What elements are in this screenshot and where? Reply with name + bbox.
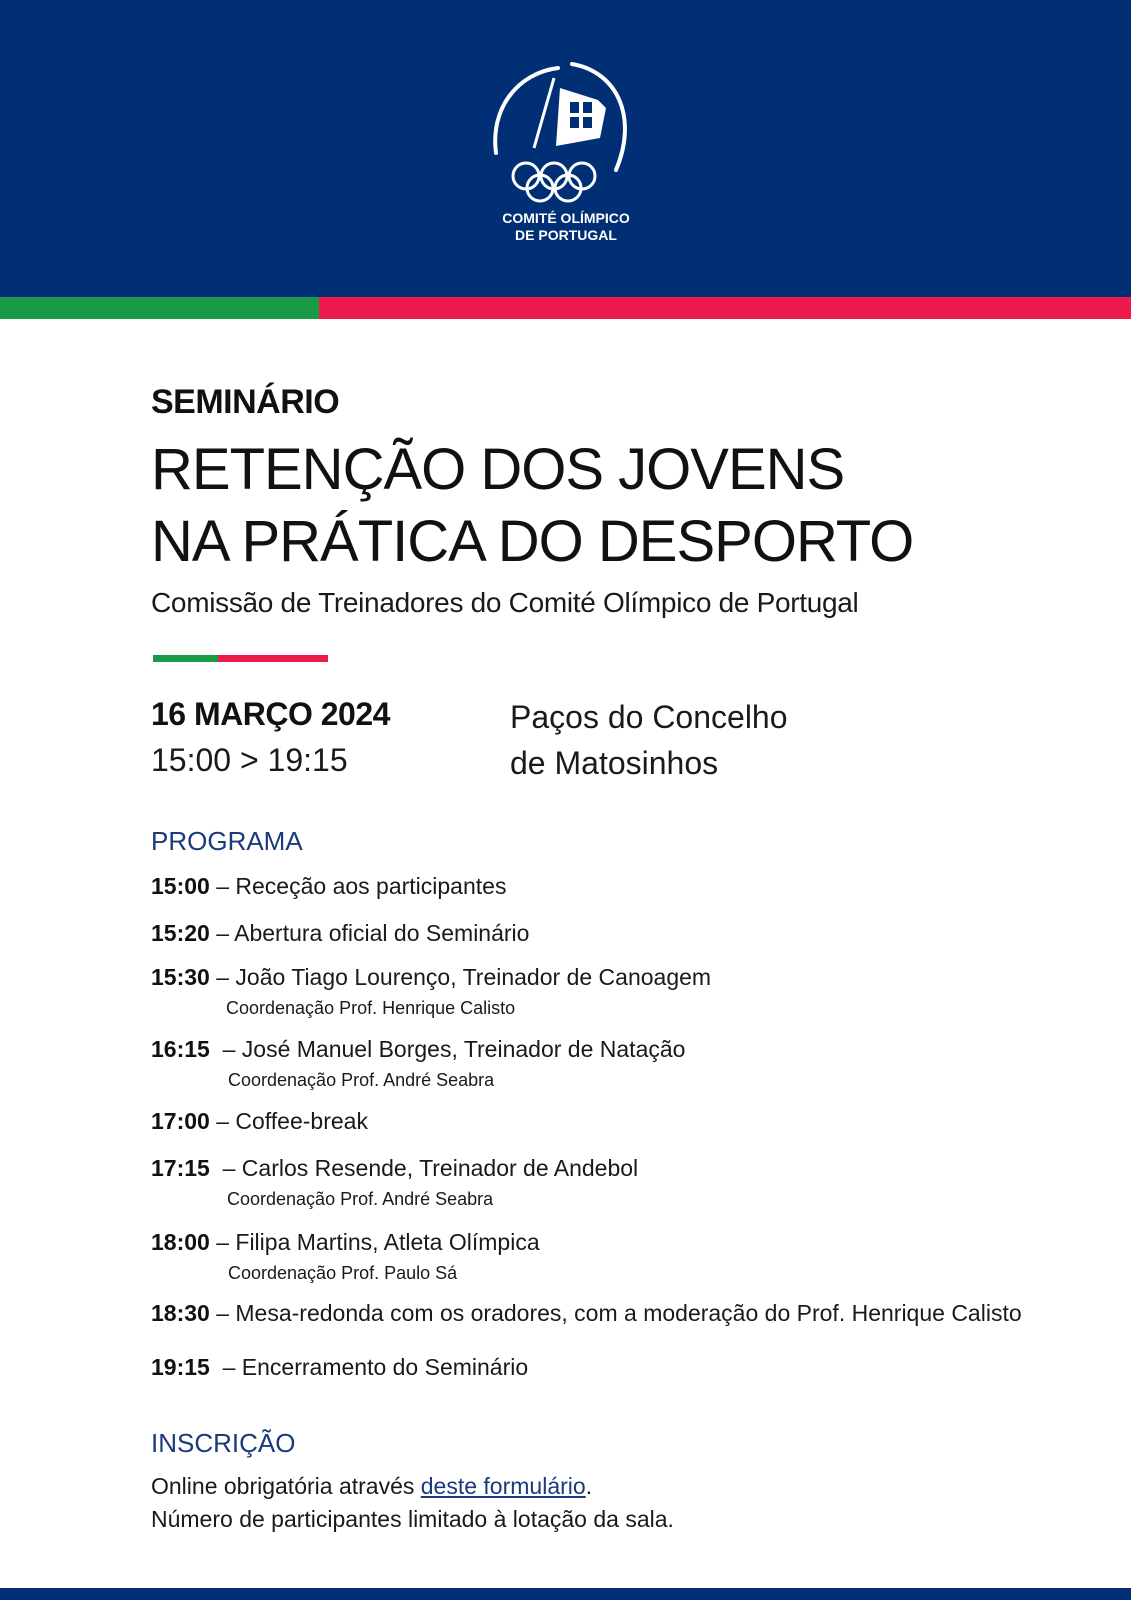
inscricao-period: . [585, 1473, 593, 1499]
program-time: 18:00 [151, 1229, 210, 1255]
programa-heading: PROGRAMA [151, 826, 303, 856]
inscricao-text: Online obrigatória através [151, 1473, 421, 1499]
program-text: – Carlos Resende, Treinador de Andebol [209, 1155, 639, 1181]
program-item [151, 1035, 685, 1063]
program-item [151, 1154, 638, 1182]
divider-green [153, 655, 218, 662]
program-item [151, 1299, 1022, 1327]
program-time: 15:00 [151, 873, 210, 899]
divider-red [218, 655, 328, 662]
program-item [151, 1107, 368, 1135]
program-text: – Filipa Martins, Atleta Olímpica [209, 1229, 540, 1255]
olympic-committee-logo [488, 58, 644, 248]
program-text: – Mesa-redonda com os oradores, com a moderação do Prof. Henrique Calisto [209, 1300, 1022, 1326]
program-time: 19:15 [151, 1354, 210, 1380]
logo-text-line2: DE PORTUGAL [515, 227, 617, 243]
inscricao-line2: Número de participantes limitado à lotação da sala. [151, 1506, 674, 1532]
program-time: 16:15 [151, 1036, 210, 1062]
program-coordination: Coordenação Prof. André Seabra [228, 1070, 495, 1090]
inscricao-line1 [151, 1472, 592, 1500]
program-time: 15:20 [151, 920, 210, 946]
program-text: – Coffee-break [209, 1108, 368, 1134]
event-title [151, 434, 913, 578]
logo-emblem-icon [488, 58, 644, 208]
program-text: – Encerramento do Seminário [209, 1354, 529, 1380]
footer-bar [0, 1588, 1131, 1600]
logo-text-line1: COMITÉ OLÍMPICO [502, 210, 630, 226]
program-text: – Receção aos participantes [209, 873, 507, 899]
program-time: 18:30 [151, 1300, 210, 1326]
event-date: 16 MARÇO 2024 [151, 696, 390, 732]
program-coordination: Coordenação Prof. Henrique Calisto [226, 998, 516, 1018]
program-item [151, 1228, 540, 1256]
event-subtitle: Comissão de Treinadores do Comité Olímpico de Portugal [151, 587, 859, 618]
program-coordination: Coordenação Prof. André Seabra [227, 1189, 494, 1209]
program-text: – José Manuel Borges, Treinador de Natação [209, 1036, 686, 1062]
event-venue [510, 694, 788, 786]
venue-line2: de Matosinhos [510, 745, 719, 781]
event-kicker: SEMINÁRIO [151, 383, 340, 421]
logo-wordmark [488, 210, 644, 244]
program-item [151, 919, 529, 947]
program-item [151, 963, 711, 991]
program-time: 15:30 [151, 964, 210, 990]
program-item [151, 1353, 528, 1381]
program-time: 17:00 [151, 1108, 210, 1134]
flag-stripe-red [319, 297, 1131, 319]
event-title-line1: RETENÇÃO DOS JOVENS [151, 437, 845, 502]
registration-form-link[interactable]: deste formulário [420, 1473, 586, 1499]
program-coordination: Coordenação Prof. Paulo Sá [228, 1263, 458, 1283]
inscricao-heading: INSCRIÇÃO [151, 1428, 296, 1458]
program-item [151, 872, 506, 900]
program-time: 17:15 [151, 1155, 210, 1181]
venue-line1: Paços do Concelho [510, 699, 788, 735]
event-title-line2: NA PRÁTICA DO DESPORTO [151, 509, 914, 574]
event-time: 15:00 > 19:15 [151, 742, 348, 778]
flag-stripe-green [0, 297, 319, 319]
program-text: – João Tiago Lourenço, Treinador de Canoagem [209, 964, 712, 990]
header-banner [0, 0, 1131, 297]
program-text: – Abertura oficial do Seminário [209, 920, 530, 946]
